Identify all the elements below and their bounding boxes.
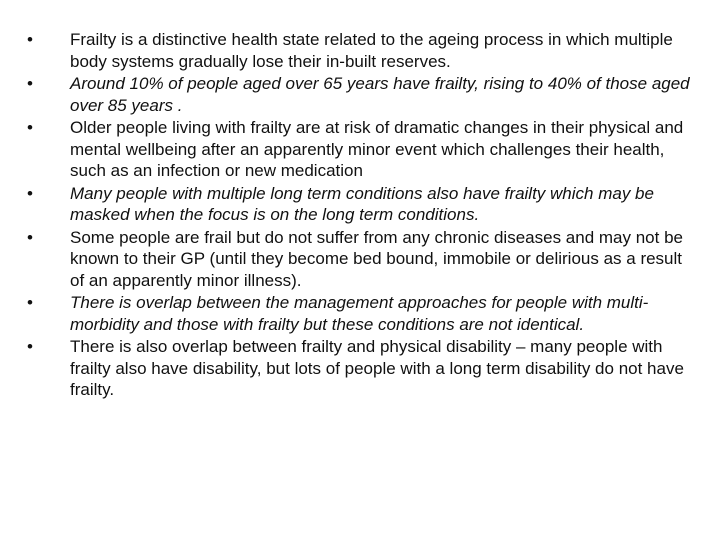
bullet-item	[27, 117, 697, 182]
bullet-item	[27, 336, 697, 401]
bullet-item	[27, 227, 697, 292]
bullet-marker: •	[27, 183, 33, 203]
bullet-text: Around 10% of people aged over 65 years have frailty, rising to 40% of those aged over 85 years .	[70, 74, 690, 115]
bullet-marker: •	[27, 227, 33, 247]
bullet-text: Some people are frail but do not suffer from any chronic diseases and may not be known to their GP (until they become bed bound, immobile or delirious as a result of an apparently minor illness).	[70, 227, 683, 290]
bullet-text: Frailty is a distinctive health state related to the ageing process in which multiple body systems gradually lose their in-built reserves.	[70, 30, 673, 71]
bullet-text: Older people living with frailty are at risk of dramatic changes in their physical and mental wellbeing after an apparently minor event which challenges their health, such as an infection or new medication	[70, 118, 684, 180]
bullet-text: There is also overlap between frailty and physical disability – many people with frailty also have disability, but lots of people with a long term disability do not have frailty.	[70, 337, 684, 399]
bullet-text: There is overlap between the management approaches for people with multi-morbidity and those with frailty but these conditions are not identical.	[70, 293, 649, 334]
bullet-list	[27, 29, 697, 402]
bullet-marker: •	[27, 337, 33, 356]
bullet-item	[27, 292, 697, 335]
bullet-marker: •	[27, 30, 33, 49]
bullet-item	[27, 73, 697, 116]
bullet-item	[27, 29, 697, 72]
bullet-text: Many people with multiple long term conditions also have frailty which may be masked when the focus is on the long term conditions.	[70, 183, 654, 224]
bullet-marker: •	[27, 293, 33, 312]
bullet-marker: •	[27, 118, 33, 137]
bullet-marker: •	[27, 74, 33, 93]
bullet-item	[27, 183, 697, 226]
